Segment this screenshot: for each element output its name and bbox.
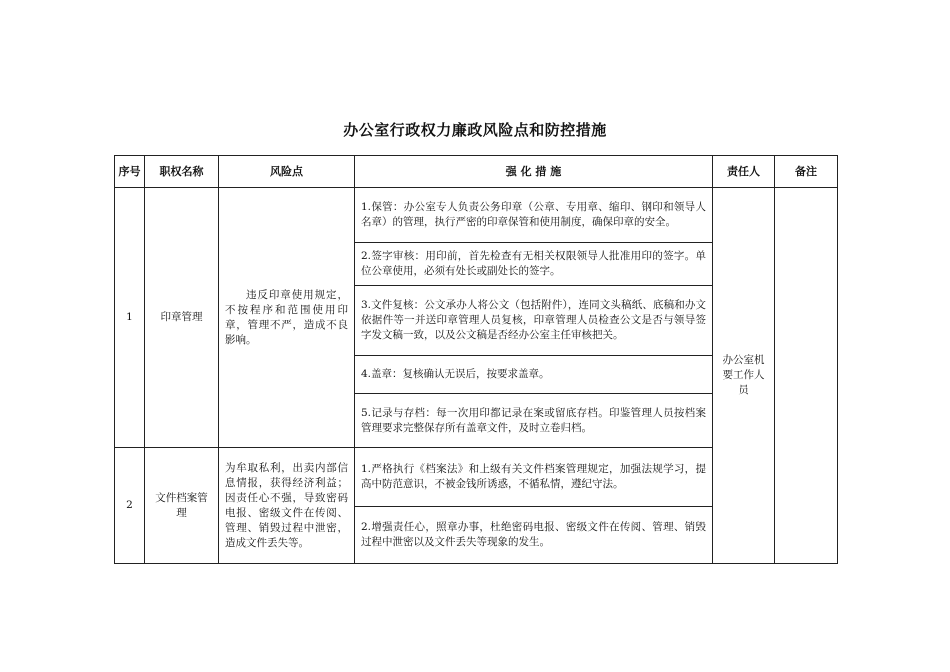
measure-item: 5.记录与存档：每一次用印都记录在案或留底存档。印鉴管理人员按档案管理要求完整保存所有盖章文件，及时立卷归档。	[355, 394, 713, 448]
row-risk-text: 违反印章使用规定，不按程序和范围使用印章，管理不严，造成不良影响。	[225, 288, 348, 346]
row-risk	[219, 188, 355, 448]
row-no: 1	[115, 188, 145, 448]
header-measures: 强 化 措 施	[355, 156, 713, 188]
header-responsible: 责任人	[713, 156, 775, 188]
document-title: 办公室行政权力廉政风险点和防控措施	[343, 121, 607, 139]
risk-control-table	[114, 155, 838, 564]
row-power: 印章管理	[145, 188, 219, 448]
header-risk: 风险点	[219, 156, 355, 188]
header-remark: 备注	[775, 156, 838, 188]
responsible-person: 办公室机要工作人员	[713, 188, 775, 564]
table-row	[115, 188, 838, 243]
measure-item: 2.签字审核：用印前，首先检查有无相关权限领导人批准用印的签字。单位公章使用，必须有处长或副处长的签字。	[355, 243, 713, 286]
header-power: 职权名称	[145, 156, 219, 188]
remark-cell	[775, 188, 838, 564]
measure-item: 1.严格执行《档案法》和上级有关文件档案管理规定，加强法规学习，提高中防范意识，不被金钱所诱惑，不循私情，遵纪守法。	[355, 448, 713, 507]
measure-item: 1.保管：办公室专人负责公务印章（公章、专用章、缩印、钢印和领导人名章）的管理，执行严密的印章保管和使用制度，确保印章的安全。	[355, 188, 713, 243]
measure-item: 2.增强责任心，照章办事，杜绝密码电报、密级文件在传阅、管理、销毁过程中泄密以及文件丢失等现象的发生。	[355, 507, 713, 564]
row-risk: 为牟取私利，出卖内部信息情报，获得经济利益；因责任心不强，导致密码电报、密级文件在传阅、管理、销毁过程中泄密，造成文件丢失等。	[219, 448, 355, 564]
row-power: 文件档案管理	[145, 448, 219, 564]
header-no: 序号	[115, 156, 145, 188]
measure-item: 3.文件复核：公文承办人将公文（包括附件），连同文头稿纸、底稿和办文依据件等一并送印章管理人员复核，印章管理人员检查公文是否与领导签字发文稿一致，以及公文稿是否经办公室主任审核把关。	[355, 286, 713, 356]
row-no: 2	[115, 448, 145, 564]
measure-item: 4.盖章：复核确认无误后，按要求盖章。	[355, 356, 713, 394]
table-header-row	[115, 156, 838, 188]
